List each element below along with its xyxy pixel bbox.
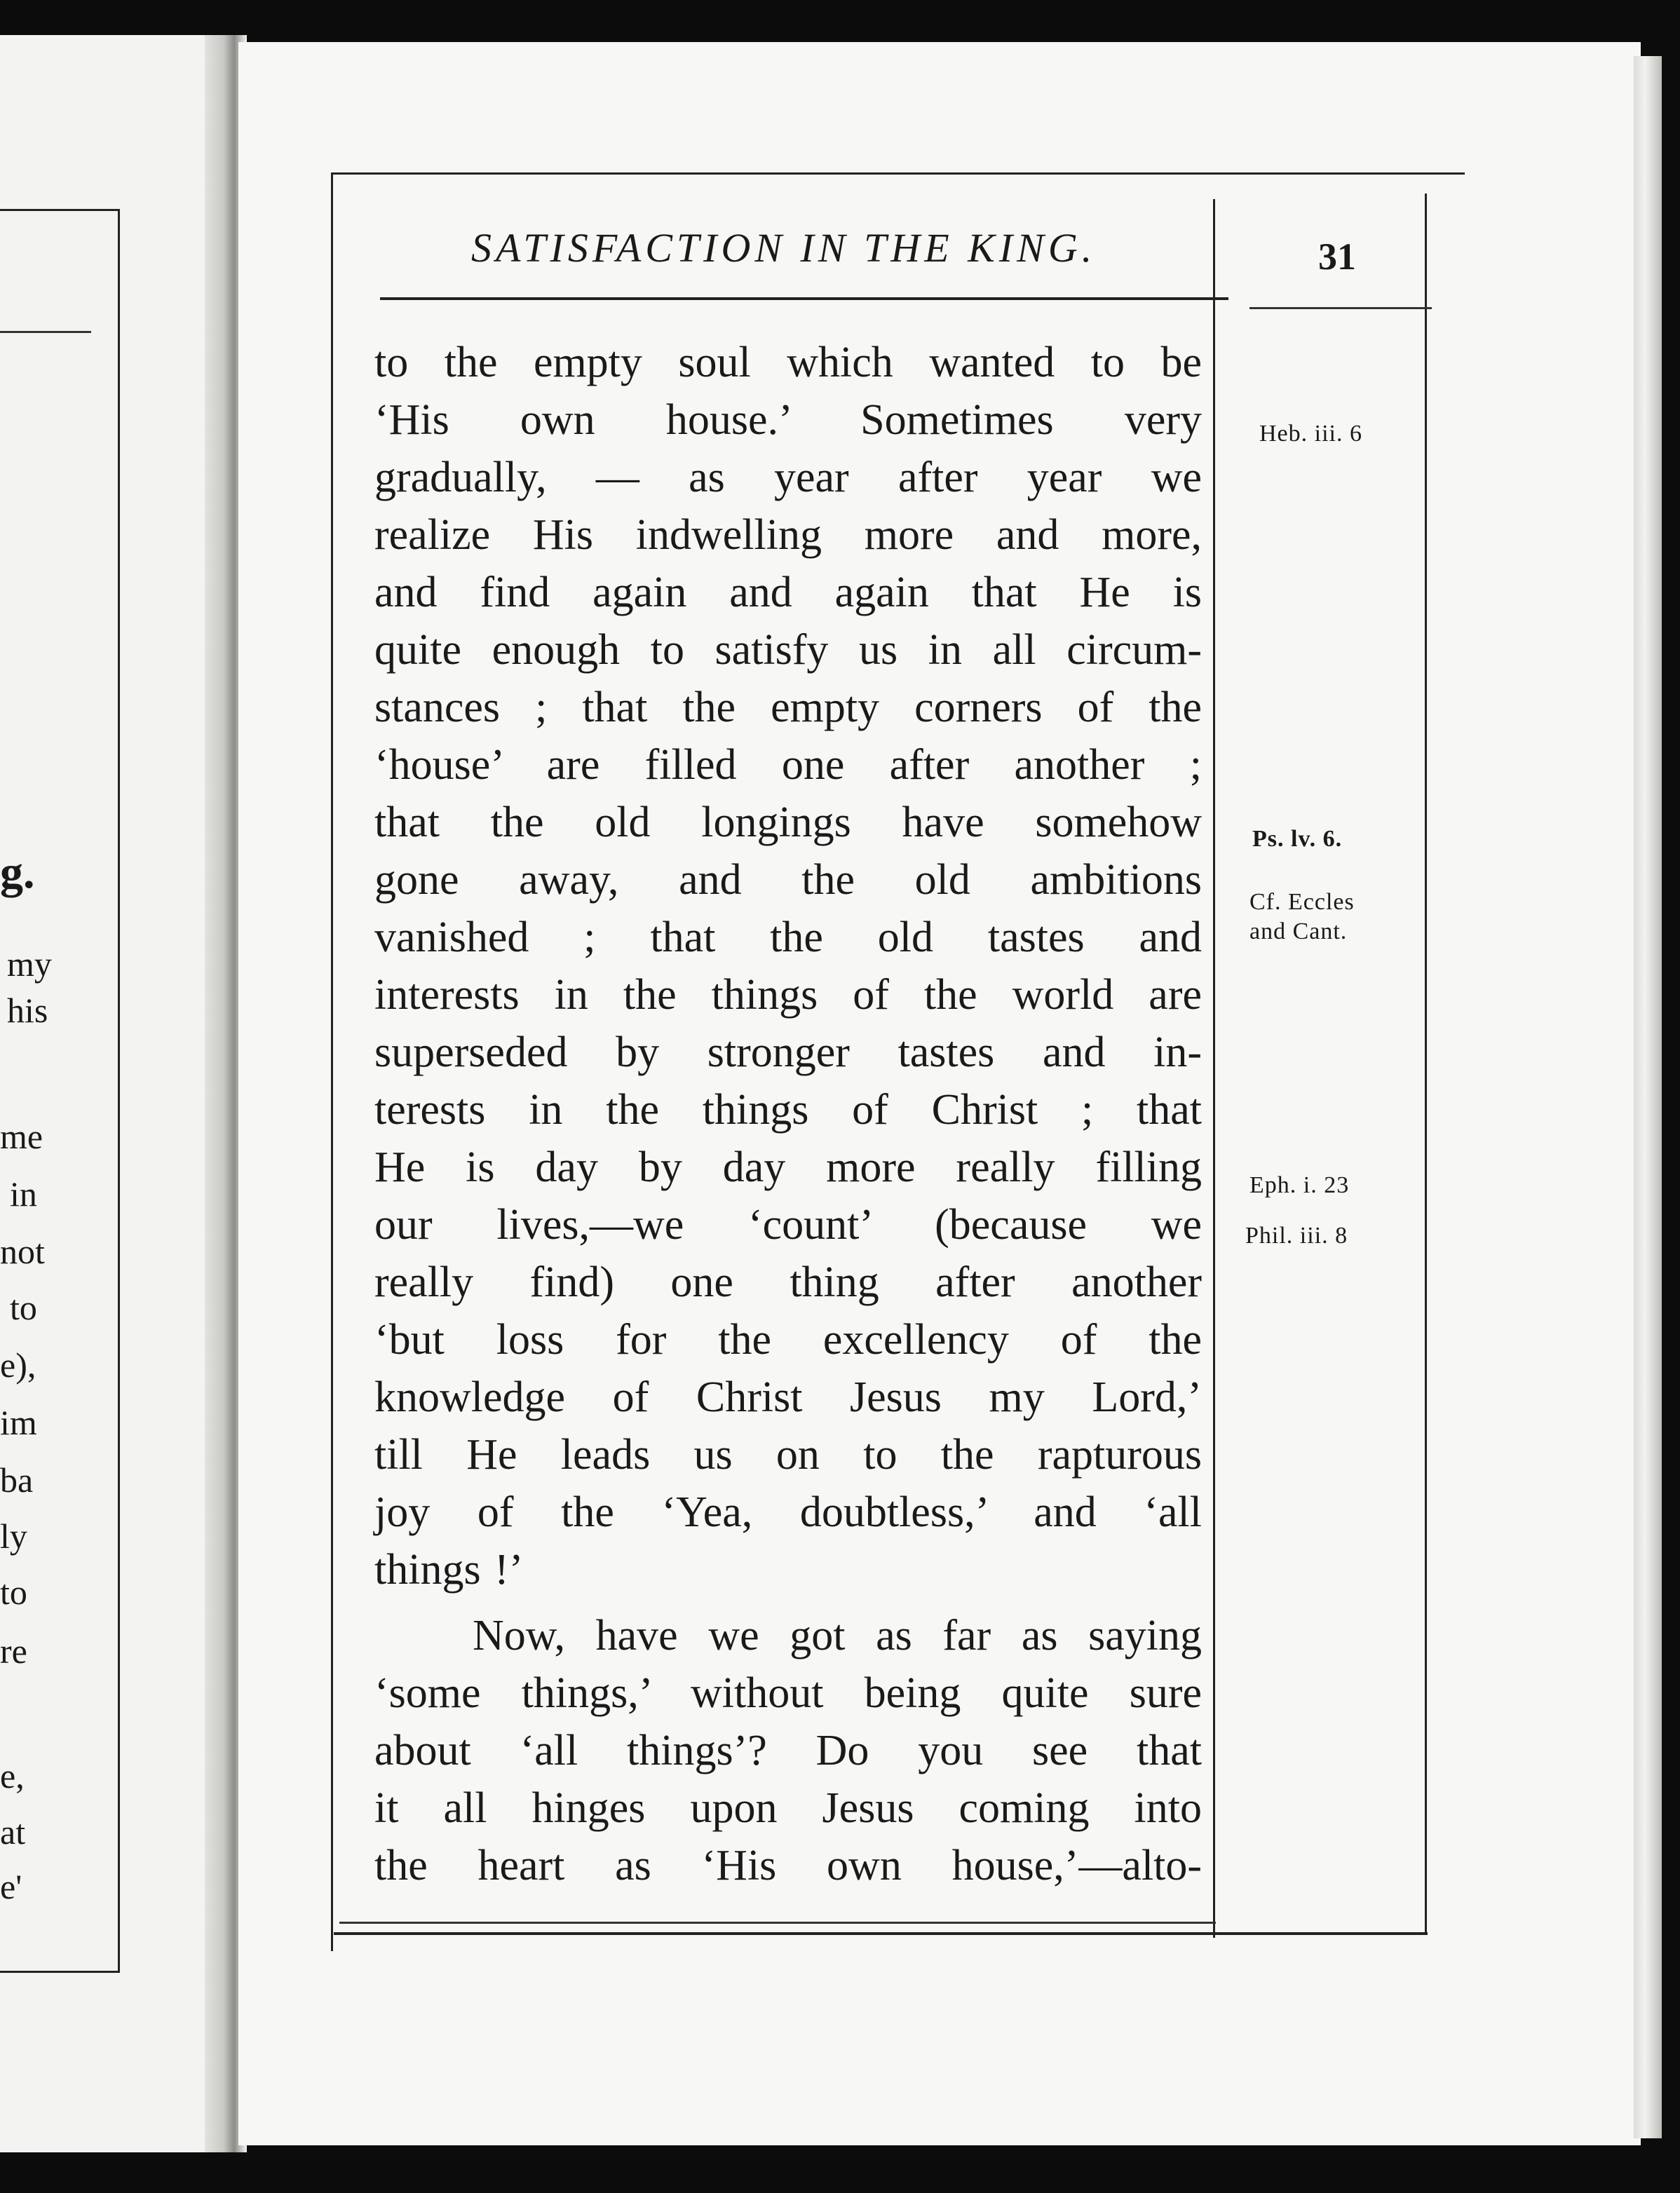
- page-edge: [1634, 56, 1662, 2138]
- text-line: ‘house’ are filled one after another ;: [374, 741, 1202, 789]
- left-fragment: g.: [0, 847, 35, 898]
- margin-note: Cf. Eccles: [1249, 889, 1355, 915]
- left-fragment: ba: [0, 1460, 34, 1500]
- text-line: ‘some things,’ without being quite sure: [374, 1669, 1202, 1717]
- text-line: interests in the things of the world are: [374, 971, 1202, 1019]
- text-line: the heart as ‘His own house,’—alto-: [374, 1842, 1202, 1889]
- margin-note: Ps. lv. 6.: [1252, 826, 1343, 852]
- left-fragment: to: [0, 1573, 27, 1612]
- running-head: SATISFACTION IN THE KING.: [471, 225, 1097, 271]
- text-line: really find) one thing after another: [374, 1258, 1202, 1306]
- left-fragment: e,: [0, 1756, 25, 1795]
- margin-note: Eph. i. 23: [1249, 1172, 1350, 1198]
- left-page-header-rule: [0, 331, 91, 333]
- text-line: things !’: [374, 1546, 524, 1594]
- margin-note: Heb. iii. 6: [1259, 421, 1362, 447]
- margin-note: and Cant.: [1249, 918, 1348, 944]
- text-line: ‘His own house.’ Sometimes very: [374, 396, 1202, 444]
- body-text: [374, 334, 1202, 1894]
- text-line: knowledge of Christ Jesus my Lord,’: [374, 1373, 1202, 1421]
- header-rule: [380, 297, 1228, 300]
- margin-note: Phil. iii. 8: [1245, 1223, 1348, 1249]
- page-frame-right-rule: [1425, 194, 1427, 1935]
- left-fragment: ly: [0, 1516, 27, 1556]
- left-fragment: e': [0, 1867, 22, 1906]
- text-line: it all hinges upon Jesus coming into: [374, 1784, 1202, 1832]
- text-line: gradually, — as year after year we: [374, 454, 1202, 501]
- left-fragment: at: [0, 1812, 26, 1852]
- left-facing-page: [0, 35, 223, 2152]
- left-fragment: his: [7, 991, 48, 1030]
- text-line: gone away, and the old ambitions: [374, 856, 1202, 904]
- left-fragment: not: [0, 1232, 45, 1271]
- text-line: till He leads us on to the rapturous: [374, 1431, 1202, 1479]
- left-fragment: im: [0, 1403, 37, 1442]
- left-page-frame: [0, 209, 120, 1973]
- left-fragment: re: [0, 1631, 27, 1671]
- page-number: 31: [1318, 236, 1356, 278]
- text-line: and find again and again that He is: [374, 569, 1202, 616]
- text-line: that the old longings have somehow: [374, 799, 1202, 846]
- text-line: quite enough to satisfy us in all circum-: [374, 626, 1202, 674]
- left-fragment: my: [7, 944, 52, 984]
- text-block-bottom-rule: [339, 1922, 1216, 1924]
- text-line: vanished ; that the old tastes and: [374, 914, 1202, 961]
- text-line: realize His indwelling more and more,: [374, 511, 1202, 559]
- text-line: to the empty soul which wanted to be: [374, 339, 1202, 386]
- margin-column-divider: [1213, 199, 1215, 1938]
- left-fragment: me: [0, 1117, 43, 1156]
- left-fragment: to: [10, 1288, 37, 1327]
- text-line: stances ; that the empty corners of the: [374, 684, 1202, 731]
- left-fragment: e),: [0, 1345, 36, 1385]
- text-line: our lives,—we ‘count’ (because we: [374, 1201, 1202, 1249]
- text-line: ‘but loss for the excellency of the: [374, 1316, 1202, 1364]
- text-line: joy of the ‘Yea, doubtless,’ and ‘all: [374, 1488, 1202, 1536]
- text-line: about ‘all things’? Do you see that: [374, 1727, 1202, 1774]
- text-line: He is day by day more really filling: [374, 1143, 1202, 1191]
- page-frame-bottom-rule: [334, 1932, 1428, 1935]
- text-line: terests in the things of Christ ; that: [374, 1086, 1202, 1134]
- text-line: Now, have we got as far as saying: [473, 1612, 1202, 1659]
- left-fragment: in: [10, 1174, 37, 1214]
- margin-header-rule: [1249, 307, 1432, 309]
- text-line: superseded by stronger tastes and in-: [374, 1028, 1202, 1076]
